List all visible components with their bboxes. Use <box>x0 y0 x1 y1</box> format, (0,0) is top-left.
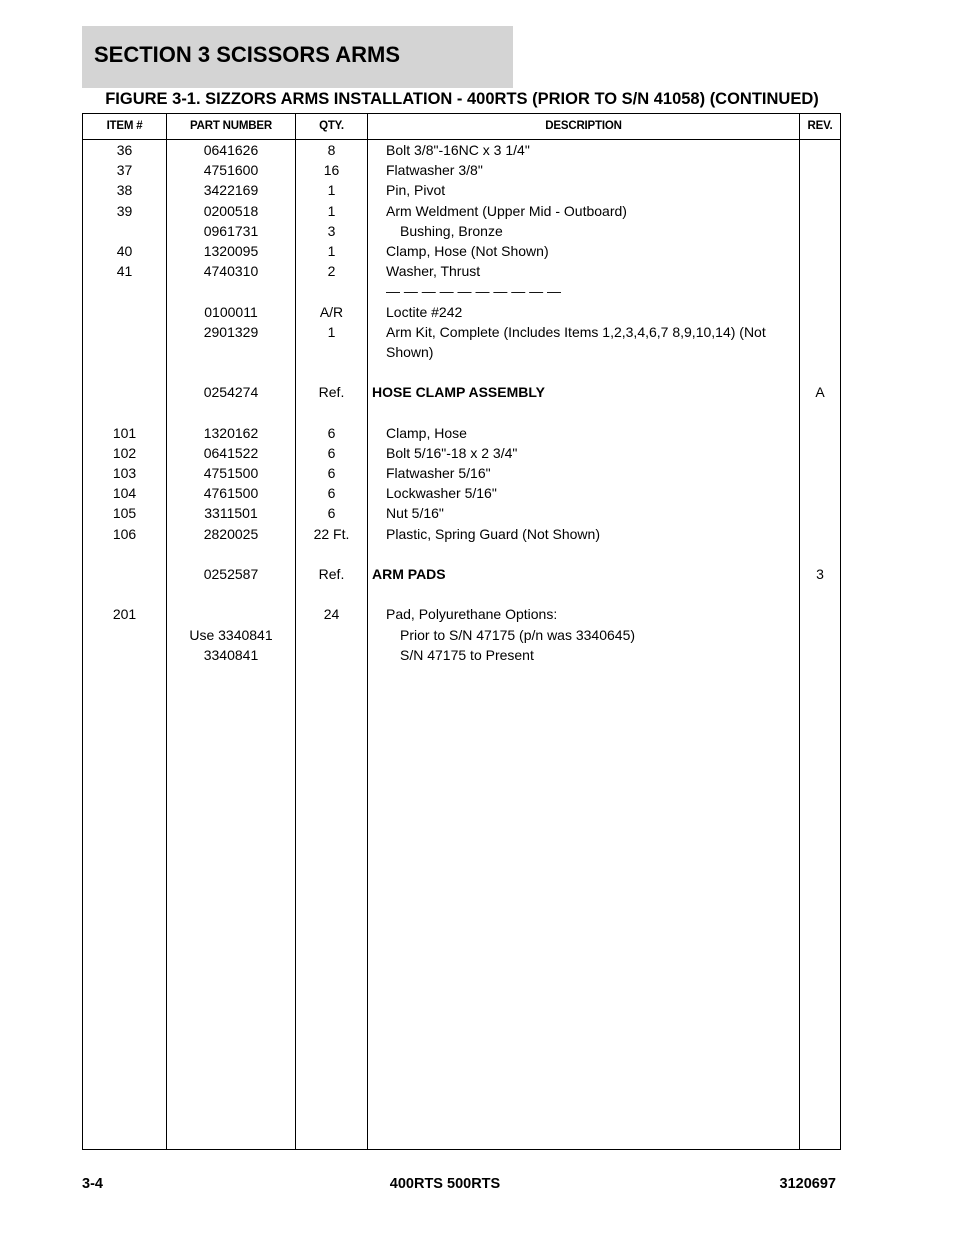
row-item-number: 104 <box>112 485 137 502</box>
row-part-number: 0254274 <box>203 384 259 401</box>
row-description: — — — — — — — — — — <box>386 283 562 300</box>
table-row <box>83 160 840 180</box>
row-description: Lockwasher 5/16" <box>386 485 497 502</box>
row-description: Washer, Thrust <box>386 263 481 280</box>
table-row <box>83 302 840 322</box>
table-row <box>83 362 840 382</box>
row-description: Bushing, Bronze <box>400 222 503 239</box>
section-header <box>82 26 513 88</box>
row-description: Arm Kit, Complete (Includes Items 1,2,3,4,6,7 8,9,10,14) (Not Shown) <box>386 323 766 360</box>
row-quantity: 24 <box>323 606 340 623</box>
row-part-number: 0252587 <box>203 565 259 582</box>
row-description: Nut 5/16" <box>386 505 444 522</box>
row-description: Flatwasher 3/8" <box>386 162 483 179</box>
footer-model: 400RTS 500RTS <box>389 1176 501 1192</box>
row-item-number: 103 <box>112 465 137 482</box>
row-part-number: Use 3340841 <box>189 626 273 643</box>
row-part-number: 4761500 <box>203 485 259 502</box>
row-part-number: 3311501 <box>204 505 258 522</box>
row-part-number: 0641522 <box>203 444 259 461</box>
row-quantity: 1 <box>327 323 336 340</box>
row-description: Loctite #242 <box>386 303 463 320</box>
table-row <box>83 221 840 241</box>
table-row <box>83 382 840 402</box>
row-item-number: 201 <box>112 606 137 623</box>
row-quantity: 16 <box>323 162 340 179</box>
row-item-number: 102 <box>112 444 137 461</box>
header-rev: REV. <box>807 120 833 132</box>
row-part-number: 3340841 <box>203 646 259 663</box>
row-part-number: 0100011 <box>204 303 258 320</box>
table-row <box>83 544 840 564</box>
row-item-number: 105 <box>112 505 137 522</box>
parts-table <box>82 113 841 1150</box>
table-row <box>83 584 840 604</box>
row-quantity: A/R <box>319 303 344 320</box>
row-quantity: 2 <box>327 263 336 280</box>
row-part-number: 2901329 <box>203 323 259 340</box>
row-description: ARM PADS <box>372 565 446 582</box>
table-row <box>83 625 840 645</box>
table-row <box>83 645 840 665</box>
table-row <box>83 402 840 422</box>
header-qty: QTY. <box>319 120 344 132</box>
row-part-number: 4751500 <box>203 465 259 482</box>
table-body <box>83 140 840 665</box>
row-item-number: 38 <box>116 182 133 199</box>
row-description: HOSE CLAMP ASSEMBLY <box>372 384 545 401</box>
row-revision: A <box>815 384 825 401</box>
table-row <box>83 180 840 200</box>
row-part-number: 4740310 <box>203 263 259 280</box>
row-part-number: 0961731 <box>203 222 259 239</box>
row-description: Bolt 3/8"-16NC x 3 1/4" <box>386 142 530 158</box>
row-description: Pin, Pivot <box>386 182 446 199</box>
table-row <box>83 483 840 503</box>
row-part-number: 1320095 <box>203 242 259 259</box>
table-row <box>83 564 840 584</box>
row-item-number: 101 <box>112 424 137 441</box>
row-description: Clamp, Hose (Not Shown) <box>386 242 549 259</box>
row-item-number: 39 <box>116 202 133 219</box>
table-row <box>83 140 840 160</box>
row-quantity: 6 <box>327 444 336 461</box>
table-row <box>83 261 840 281</box>
header-item: ITEM # <box>106 120 143 132</box>
row-quantity: 6 <box>327 465 336 482</box>
row-quantity: 1 <box>327 242 336 259</box>
row-item-number: 41 <box>116 263 133 280</box>
row-part-number: 4751600 <box>203 162 259 179</box>
table-row <box>83 201 840 221</box>
row-part-number: 2820025 <box>203 525 259 542</box>
row-item-number: 36 <box>116 142 133 158</box>
table-row <box>83 604 840 624</box>
row-part-number: 0200518 <box>203 202 259 219</box>
table-row <box>83 322 840 362</box>
table-row <box>83 241 840 261</box>
row-description: Flatwasher 5/16" <box>386 465 491 482</box>
row-part-number: 1320162 <box>203 424 259 441</box>
row-quantity: 6 <box>327 485 336 502</box>
row-description: Pad, Polyurethane Options: <box>386 606 558 623</box>
row-description: Prior to S/N 47175 (p/n was 3340645) <box>400 626 636 643</box>
table-row <box>83 463 840 483</box>
row-revision: 3 <box>816 565 824 582</box>
row-quantity: 8 <box>327 142 336 158</box>
table-row <box>83 503 840 523</box>
row-description: Bolt 5/16"-18 x 2 3/4" <box>386 444 518 461</box>
footer-page-number: 3-4 <box>82 1176 103 1192</box>
row-part-number: 0641626 <box>203 142 259 158</box>
row-description: Arm Weldment (Upper Mid - Outboard) <box>386 202 627 219</box>
row-quantity: Ref. <box>318 384 345 401</box>
row-item-number: 37 <box>116 162 133 179</box>
header-part-number: PART NUMBER <box>190 120 272 132</box>
table-row <box>83 443 840 463</box>
table-row <box>83 281 840 301</box>
row-quantity: 1 <box>327 182 336 199</box>
row-item-number: 106 <box>112 525 137 542</box>
row-part-number: 3422169 <box>203 182 259 199</box>
table-row <box>83 524 840 544</box>
row-quantity: 1 <box>327 202 336 219</box>
row-quantity: 6 <box>327 505 336 522</box>
header-description: DESCRIPTION <box>545 120 622 132</box>
row-item-number: 40 <box>116 242 133 259</box>
row-quantity: 22 Ft. <box>313 525 350 542</box>
table-row <box>83 423 840 443</box>
row-quantity: 6 <box>327 424 336 441</box>
row-description: Clamp, Hose <box>386 424 467 441</box>
row-quantity: Ref. <box>318 565 345 582</box>
row-description: Plastic, Spring Guard (Not Shown) <box>386 525 600 542</box>
figure-title: FIGURE 3-1. SIZZORS ARMS INSTALLATION - 400RTS (PRIOR TO S/N 41058) (CONTINUED) <box>105 90 819 108</box>
row-description: S/N 47175 to Present <box>400 646 534 663</box>
row-quantity: 3 <box>327 222 336 239</box>
section-title: SECTION 3 SCISSORS ARMS <box>94 42 401 67</box>
footer-doc-number: 3120697 <box>779 1176 836 1192</box>
